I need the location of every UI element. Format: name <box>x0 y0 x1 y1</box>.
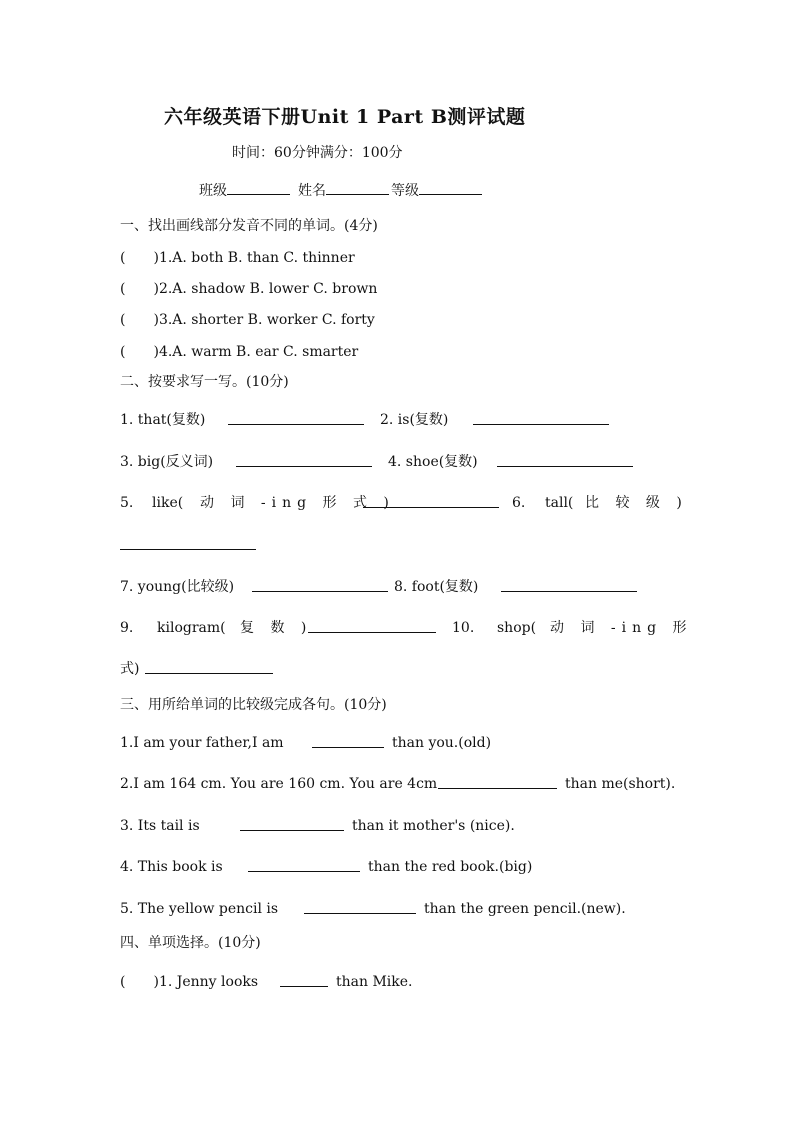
class-blank[interactable] <box>227 180 290 195</box>
question-word: shop( <box>497 620 537 636</box>
question-tail: 式) <box>120 661 140 677</box>
question-row <box>120 972 258 992</box>
section1-heading: 一、找出画线部分发音不同的单词。(4分) <box>120 218 378 234</box>
question-number: 5. <box>120 495 134 511</box>
answer-paren[interactable]: ( ) <box>120 974 159 990</box>
sentence-start: 3. Its tail is <box>120 818 200 834</box>
answer-paren[interactable]: ( ) <box>120 312 159 328</box>
sentence-end: than me(short). <box>565 776 676 792</box>
answer-blank[interactable] <box>308 618 436 633</box>
question-row <box>120 310 375 330</box>
answer-blank[interactable] <box>236 452 372 467</box>
sentence-end: than it mother's (nice). <box>352 818 515 834</box>
answer-blank[interactable] <box>473 410 609 425</box>
question-text: 2.A. shadow B. lower C. brown <box>158 281 378 297</box>
sentence-start: 1.I am your father,I am <box>120 735 284 751</box>
question-text: 3.A. shorter B. worker C. forty <box>158 312 375 328</box>
answer-blank[interactable] <box>252 577 388 592</box>
question-word: tall( <box>545 495 574 511</box>
answer-blank[interactable] <box>312 733 384 748</box>
question-row <box>120 279 377 299</box>
question-text: 1. that(复数) <box>120 412 206 428</box>
question-text: 2. is(复数) <box>380 412 449 428</box>
question-text: 8. foot(复数) <box>394 579 479 595</box>
question-text: 4.A. warm B. ear C. smarter <box>158 344 359 360</box>
question-text: 1. Jenny looks <box>158 974 259 990</box>
sentence-end: than Mike. <box>336 974 413 990</box>
answer-blank[interactable] <box>145 659 273 674</box>
question-hint: 比 较 级 ) <box>585 495 688 511</box>
question-word: kilogram( <box>157 620 226 636</box>
question-number: 9. <box>120 620 134 636</box>
grade-label: 等级 <box>391 183 419 199</box>
answer-blank[interactable] <box>497 452 633 467</box>
answer-blank[interactable] <box>120 535 256 550</box>
section2-heading: 二、按要求写一写。(10分) <box>120 374 289 390</box>
answer-blank[interactable] <box>280 972 328 987</box>
question-text: 1.A. both B. than C. thinner <box>158 250 355 266</box>
answer-paren[interactable]: ( ) <box>120 250 159 266</box>
question-hint: 动 词 -ing 形 <box>550 620 693 636</box>
student-info-row <box>199 180 482 201</box>
sentence-end: than the red book.(big) <box>368 859 533 875</box>
name-blank[interactable] <box>326 180 389 195</box>
question-number: 6. <box>512 495 526 511</box>
sentence-start: 2.I am 164 cm. You are 160 cm. You are 4cm <box>120 776 438 792</box>
answer-paren[interactable]: ( ) <box>120 281 159 297</box>
answer-paren[interactable]: ( ) <box>120 344 159 360</box>
grade-blank[interactable] <box>419 180 482 195</box>
question-text: 7. young(比较级) <box>120 579 235 595</box>
time-info: 时间：60分钟满分：100分 <box>232 145 403 161</box>
question-word: like( <box>152 495 184 511</box>
sentence-start: 4. This book is <box>120 859 223 875</box>
answer-blank[interactable] <box>240 816 344 831</box>
section4-heading: 四、单项选择。(10分) <box>120 935 261 951</box>
question-row <box>120 342 358 362</box>
class-label: 班级 <box>199 183 227 199</box>
answer-blank[interactable] <box>363 493 499 508</box>
answer-blank[interactable] <box>228 410 364 425</box>
sentence-start: 5. The yellow pencil is <box>120 901 279 917</box>
question-text: 4. shoe(复数) <box>388 454 478 470</box>
answer-blank[interactable] <box>438 774 557 789</box>
name-label: 姓名 <box>298 183 326 199</box>
question-hint: 动 词 -ing 形 式 ) <box>200 495 395 511</box>
sentence-end: than the green pencil.(new). <box>424 901 626 917</box>
question-number: 10. <box>452 620 475 636</box>
page-title: 六年级英语下册Unit 1 Part B测评试题 <box>164 106 526 128</box>
question-text: 3. big(反义词) <box>120 454 214 470</box>
section3-heading: 三、用所给单词的比较级完成各句。(10分) <box>120 697 387 713</box>
question-hint: 复 数 ) <box>240 620 313 636</box>
answer-blank[interactable] <box>501 577 637 592</box>
sentence-end: than you.(old) <box>392 735 492 751</box>
question-row <box>120 248 355 268</box>
answer-blank[interactable] <box>248 857 360 872</box>
answer-blank[interactable] <box>304 899 416 914</box>
